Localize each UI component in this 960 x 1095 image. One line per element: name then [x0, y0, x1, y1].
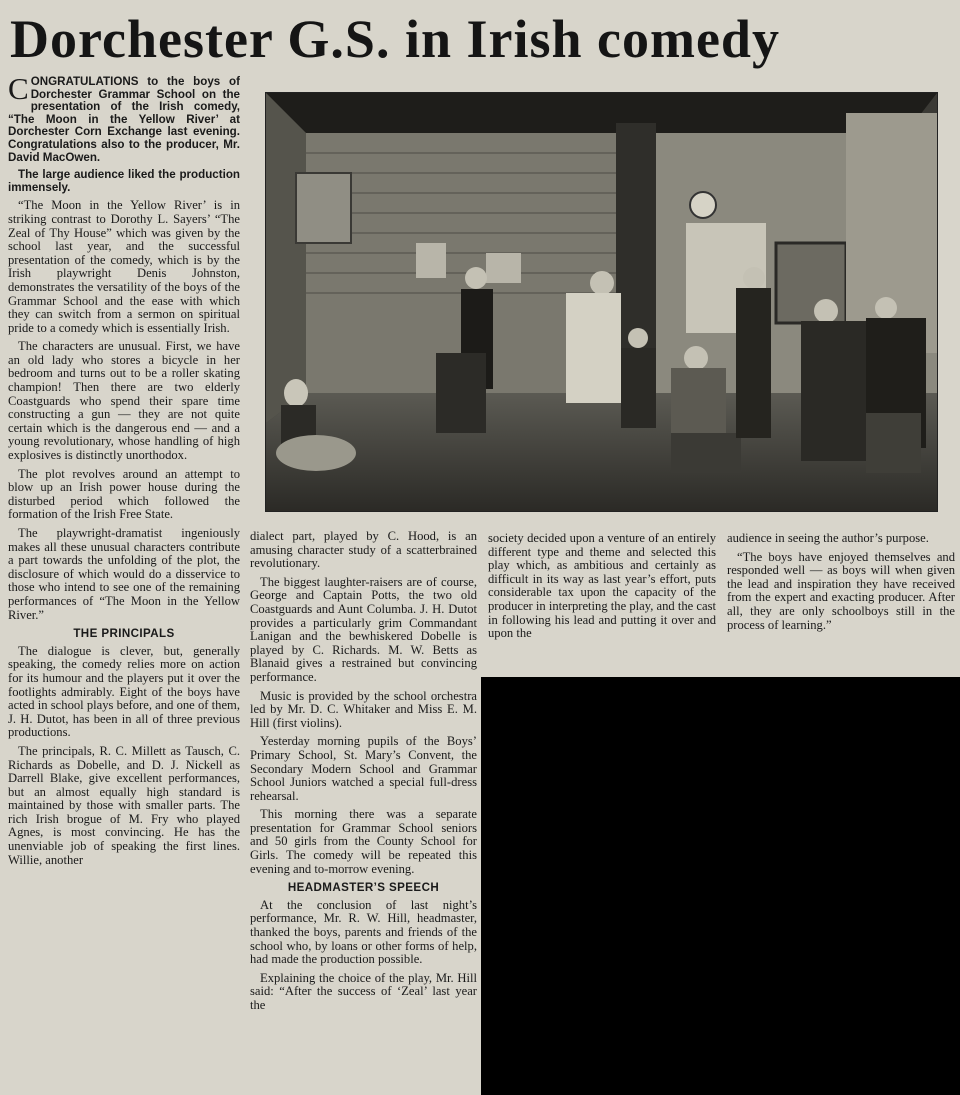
headline: Dorchester G.S. in Irish comedy	[10, 9, 780, 69]
paragraph: Music is provided by the school orchestra led by Mr. D. C. Whitaker and Miss E. M. Hill (first violins).	[250, 688, 477, 730]
paragraph: The characters are unusual. First, we have an old lady who stores a bicycle in her bedroom and turns out to be a roller skating champion! Then there are two elderly Coastguards who spend their spare time constructing a gun — they are not quite certain which is the dangerous end — and a young revolutionary, whose handling of high explosives is distinctly unorthodox.	[8, 339, 240, 463]
paragraph: audience in seeing the author’s purpose.	[727, 532, 929, 545]
column-1	[8, 76, 240, 1091]
paragraph: society decided upon a venture of an entirely different type and theme and selected this play which, as ambitious and certainly as difficult in its way as last year’s effort, puts considerable tax upon the capacity of the producer in interpreting the play, and the cast in following his lead and putting it over and upon the	[488, 532, 716, 641]
paragraph: Yesterday morning pupils of the Boys’ Primary School, St. Mary’s Convent, the Secondary Modern School and Grammar School Juniors watched a special full-dress rehearsal.	[250, 734, 477, 803]
paragraph: The principals, R. C. Millett as Tausch, C. Richards as Dobelle, and D. J. Nickell as Darrell Blake, give excellent performances, but an almost equally high standard is maintained by those with smaller parts. The rich Irish brogue of M. Fry who played Agnes, is most convincing. He has the unenviable job of speaking the first lines. Willie, another	[8, 743, 240, 867]
blank-region	[481, 677, 960, 1095]
paragraph: This morning there was a separate presentation for Grammar School seniors and 50 girls from the County School for Girls. The comedy will be repeated this evening and to-morrow evening.	[250, 807, 477, 876]
paragraph: The dialogue is clever, but, generally speaking, the comedy relies more on action for its humour and the players put it over the footlights admirably. Eight of the boys have acted in school plays before, and one of them, J. H. Dutot, has been in all of three previous productions.	[8, 643, 240, 740]
subhead-headmasters-speech: HEADMASTER’S SPEECH	[287, 881, 440, 895]
paragraph: The playwright-dramatist ingeniously makes all these unusual characters contribute a part towards the unfolding of the plot, the disclosure of which would do a disservice to those who intend to see one of the remaining performances of “The Moon in the Yellow River.”	[8, 526, 240, 622]
subhead-principals: THE PRINCIPALS	[73, 627, 175, 641]
stage-scene-image	[266, 93, 937, 511]
paragraph: “The Moon in the Yellow River’ is in striking contrast to Dorothy L. Sayers’ “The Zeal of Thy House” which was given by the school last year, and the successful presentation of the comedy, which is by the Irish playwright Denis Johnston, demonstrates the versatility of the boys of the Grammar School and the ease with which they can switch from a sermon on spiritual pride to a comedy which is essentially Irish.	[8, 198, 240, 335]
paragraph: At the conclusion of last night’s performance, Mr. R. W. Hill, headmaster, thanked the boys, parents and friends of the school who, by loans or other forms of help, had made the production possible.	[250, 897, 477, 967]
lead-paragraph: CONGRATULATIONS to the boys of Dorchester Grammar School on the presentation of the Irish comedy, “The Moon in the Yellow River’ at Dorchester Corn Exchange last evening. Congratulations also to the producer, Mr. David MacOwen.	[8, 76, 240, 164]
column-4	[727, 532, 955, 674]
lead-paragraph-2: The large audience liked the production immensely.	[8, 168, 240, 194]
paragraph: Explaining the choice of the play, Mr. Hill said: “After the success of ‘Zeal’ last year the	[250, 970, 477, 1012]
paragraph: The plot revolves around an attempt to blow up an Irish power house during the disturbed period which followed the formation of the Irish Free State.	[8, 466, 240, 522]
paragraph: “The boys have enjoyed themselves and responded well — as boys will when given the lead and inspiration they have received from the expert and exacting producer. After all, they are only schoolboys still in the process of learning.”	[727, 549, 955, 632]
column-2	[250, 530, 477, 1092]
column-3	[488, 532, 716, 674]
drop-cap: C	[8, 76, 29, 106]
paragraph: The biggest laughter-raisers are of course, George and Captain Potts, the two old Coastguards and Aunt Columba. J. H. Dutot provides a particularly grim Commandant Lanigan and the bewhiskered Dobelle is played by C. Richards. M. W. Betts as Blanaid gives a restrained but convincing performance.	[250, 574, 477, 684]
stage-photo	[265, 92, 938, 512]
paragraph: dialect part, played by C. Hood, is an amusing character study of a scatterbrained revolutionary.	[250, 530, 477, 571]
